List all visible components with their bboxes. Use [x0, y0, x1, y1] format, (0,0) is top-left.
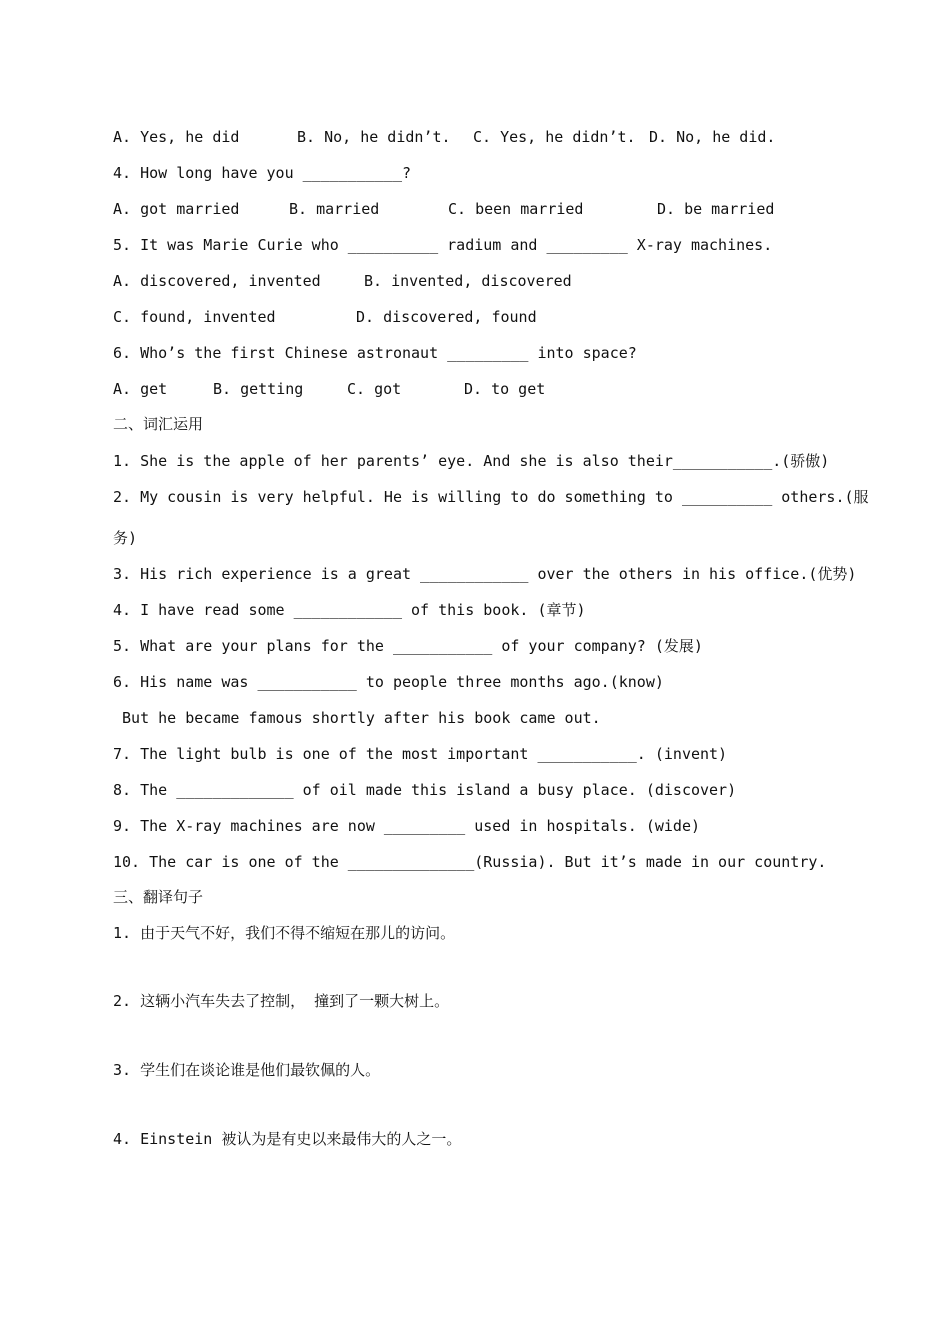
translate-item-2: 2. 这辆小汽车失去了控制， 撞到了一颗大树上。: [113, 992, 450, 1010]
translate-section-heading: 三、翻译句子: [113, 888, 204, 906]
q3-option-d: D. No, he did.: [649, 128, 776, 146]
vocab-item-6: 6. His name was ___________ to people three months ago.(know): [113, 673, 664, 691]
q4-option-b: B. married: [289, 200, 380, 218]
vocab-item-5: 5. What are your plans for the ___________ of your company? (发展): [113, 637, 703, 655]
vocab-item-3: 3. His rich experience is a great ____________ over the others in his office.(优势): [113, 565, 857, 583]
q3-option-b: B. No, he didn’t.: [297, 128, 451, 146]
vocab-item-8: 8. The _____________ of oil made this island a busy place. (discover): [113, 781, 737, 799]
vocab-item-6-continued: But he became famous shortly after his book came out.: [113, 709, 601, 727]
q6-option-d: D. to get: [464, 380, 546, 398]
q5-option-d: D. discovered, found: [356, 308, 537, 326]
q4-option-d: D. be married: [657, 200, 775, 218]
q6-option-a: A. get: [113, 380, 168, 398]
q4-option-c: C. been married: [448, 200, 584, 218]
vocab-item-10: 10. The car is one of the ______________(Russia). But it’s made in our country.: [113, 853, 827, 871]
vocab-item-1: 1. She is the apple of her parents’ eye. And she is also their___________.(骄傲): [113, 452, 830, 470]
q6-option-c: C. got: [347, 380, 402, 398]
vocab-item-2-continued: 务): [113, 529, 138, 547]
vocab-section-heading: 二、词汇运用: [113, 415, 204, 433]
q3-option-c: C. Yes, he didn’t.: [473, 128, 636, 146]
vocab-item-2: 2. My cousin is very helpful. He is willing to do something to __________ others.(服: [113, 488, 869, 506]
vocab-item-4: 4. I have read some ____________ of this book. (章节): [113, 601, 586, 619]
vocab-item-9: 9. The X-ray machines are now _________ used in hospitals. (wide): [113, 817, 700, 835]
question-4: 4. How long have you ___________?: [113, 164, 412, 182]
q5-option-c: C. found, invented: [113, 308, 276, 326]
translate-item-3: 3. 学生们在谈论谁是他们最钦佩的人。: [113, 1061, 381, 1079]
question-6: 6. Who’s the first Chinese astronaut _________ into space?: [113, 344, 637, 362]
q4-option-a: A. got married: [113, 200, 240, 218]
translate-item-1: 1. 由于天气不好，我们不得不缩短在那儿的访问。: [113, 924, 456, 942]
translate-item-4: 4. Einstein 被认为是有史以来最伟大的人之一。: [113, 1130, 462, 1148]
q5-option-a: A. discovered, invented: [113, 272, 321, 290]
q6-option-b: B. getting: [213, 380, 304, 398]
question-5: 5. It was Marie Curie who __________ radium and _________ X-ray machines.: [113, 236, 773, 254]
q5-option-b: B. invented, discovered: [364, 272, 572, 290]
q3-option-a: A. Yes, he did: [113, 128, 240, 146]
vocab-item-7: 7. The light bulb is one of the most important ___________. (invent): [113, 745, 728, 763]
